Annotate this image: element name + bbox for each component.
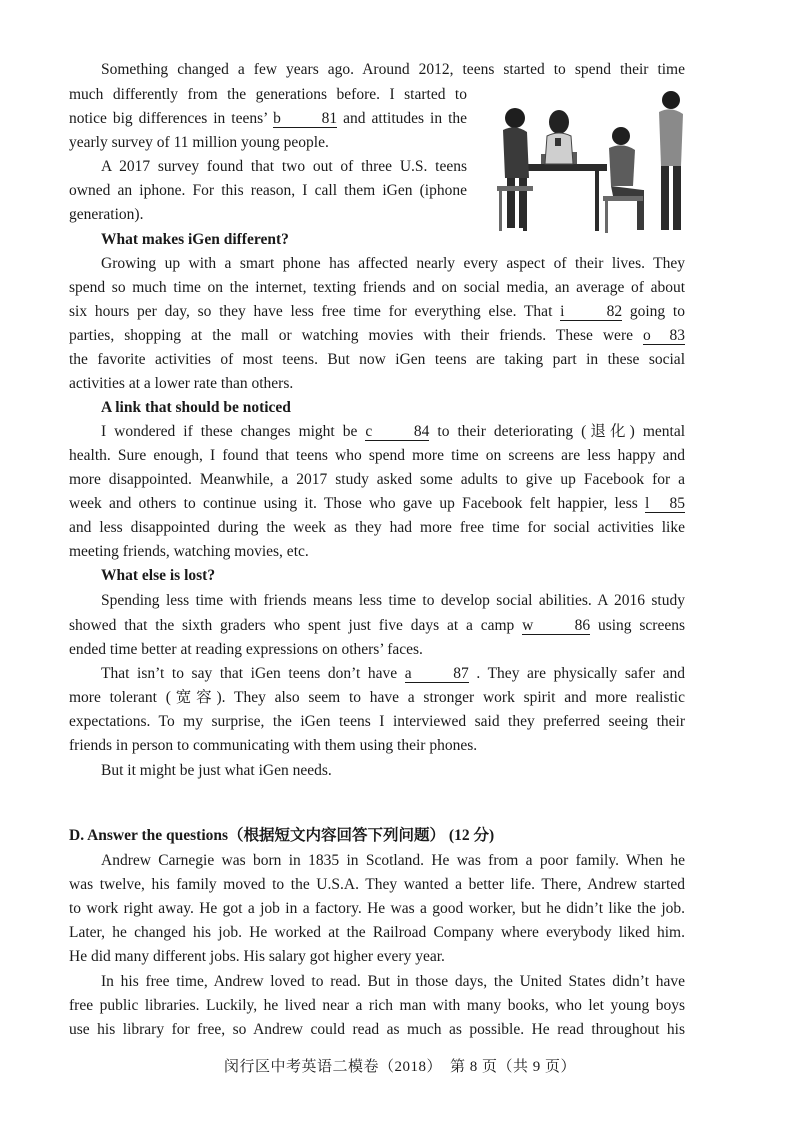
text-fragment: notice big differences in teens’ — [69, 110, 268, 127]
text-line: to work right away. He got a job in a factory. He was a good worker, but he didn’t like the job. — [69, 900, 685, 917]
text-line — [101, 422, 685, 442]
text-fragment: week and others to continue using it. Those who gave up Facebook felt happier, less — [69, 495, 638, 512]
text-line — [101, 664, 685, 684]
text-line: A 2017 survey found that two out of three U.S. teens — [101, 158, 467, 175]
answer-blank-87[interactable]: a 87 — [404, 665, 469, 682]
text-line: more disappointed. Meanwhile, a 2017 study asked some adults to give up Facebook for a — [69, 471, 685, 488]
section-heading: What else is lost? — [101, 567, 216, 584]
text-line: generation). — [69, 206, 144, 223]
text-line: owned an iphone. For this reason, I call them iGen (iphone — [69, 182, 467, 199]
text-fragment: and attitudes in the — [343, 110, 468, 127]
text-fragment: showed that the sixth graders who spent just five days at a camp — [69, 617, 515, 634]
text-line: meeting friends, watching movies, etc. — [69, 543, 309, 560]
text-line — [69, 326, 685, 346]
page-footer: 闵行区中考英语二模卷（2018） 第 8 页（共 9 页） — [223, 1059, 576, 1075]
text-line — [69, 109, 467, 129]
text-line: He did many different jobs. His salary got higher every year. — [69, 948, 445, 965]
text-line: health. Sure enough, I found that teens who spend more time on screens are less happy and — [69, 447, 685, 464]
text-line: Spending less time with friends means less time to develop social abilities. A 2016 study — [101, 592, 685, 609]
answer-blank-83[interactable]: o 83 — [643, 327, 685, 344]
section-heading: A link that should be noticed — [101, 399, 291, 416]
text-fragment: parties, shopping at the mall or watching movies with their friends. These were — [69, 327, 633, 344]
text-line — [69, 494, 685, 514]
text-fragment: to their deteriorating (退化) mental — [437, 423, 686, 440]
answer-blank-86[interactable]: w 86 — [522, 617, 591, 634]
text-line: ended time better at reading expressions on others’ faces. — [69, 641, 423, 658]
text-line — [69, 302, 685, 322]
text-line: more tolerant (宽容). They also seem to have a stronger work spirit and more realistic — [69, 689, 685, 706]
text-line: But it might be just what iGen needs. — [101, 762, 332, 779]
text-line: yearly survey of 11 million young people. — [69, 134, 329, 151]
text-line: Andrew Carnegie was born in 1835 in Scotland. He was from a poor family. When he — [101, 852, 685, 869]
text-line: free public libraries. Luckily, he lived near a rich man with many books, who let young boys — [69, 997, 685, 1014]
text-line: was twelve, his family moved to the U.S.A. They wanted a better life. There, Andrew started — [69, 876, 685, 893]
text-line — [69, 616, 685, 636]
answer-blank-81[interactable]: b 81 — [273, 110, 338, 127]
text-fragment: going to — [629, 303, 685, 320]
answer-blank-85[interactable]: l 85 — [645, 495, 686, 512]
text-line: much differently from the generations before. I started to — [69, 86, 467, 103]
text-line: Later, he changed his job. He worked at the Railroad Company where everybody liked him. — [69, 924, 685, 941]
section-d-title: D. Answer the questions（根据短文内容回答下列问题） (12 分) — [69, 827, 495, 844]
text-line: the favorite activities of most teens. But now iGen teens are taking part in these social — [69, 351, 685, 368]
teens-with-phones-illustration — [493, 86, 689, 238]
text-fragment: I wondered if these changes might be — [101, 423, 358, 440]
section-heading: What makes iGen different? — [101, 231, 289, 248]
text-line: expectations. To my surprise, the iGen teens I interviewed said they preferred seeing their — [69, 713, 685, 730]
text-fragment: six hours per day, so they have less free time for everything else. That — [69, 303, 553, 320]
text-line: friends in person to communicating with them using their phones. — [69, 737, 478, 754]
text-fragment: . They are physically safer and — [476, 665, 685, 682]
text-fragment: That isn’t to say that iGen teens don’t have — [101, 665, 398, 682]
answer-blank-84[interactable]: c 84 — [365, 423, 430, 440]
text-line: activities at a lower rate than others. — [69, 375, 294, 392]
text-line: use his library for free, so Andrew could read as much as possible. He read throughout his — [69, 1021, 685, 1038]
text-fragment: using screens — [597, 617, 686, 634]
text-line: Something changed a few years ago. Around 2012, teens started to spend their time — [101, 61, 685, 78]
text-line: Growing up with a smart phone has affected nearly every aspect of their lives. They — [101, 255, 685, 272]
text-line: In his free time, Andrew loved to read. But in those days, the United States didn’t have — [101, 973, 685, 990]
answer-blank-82[interactable]: i 82 — [560, 303, 623, 320]
text-line: and less disappointed during the week as they had more free time for social activities like — [69, 519, 685, 536]
text-line: spend so much time on the internet, texting friends and on social media, an average of about — [69, 279, 685, 296]
